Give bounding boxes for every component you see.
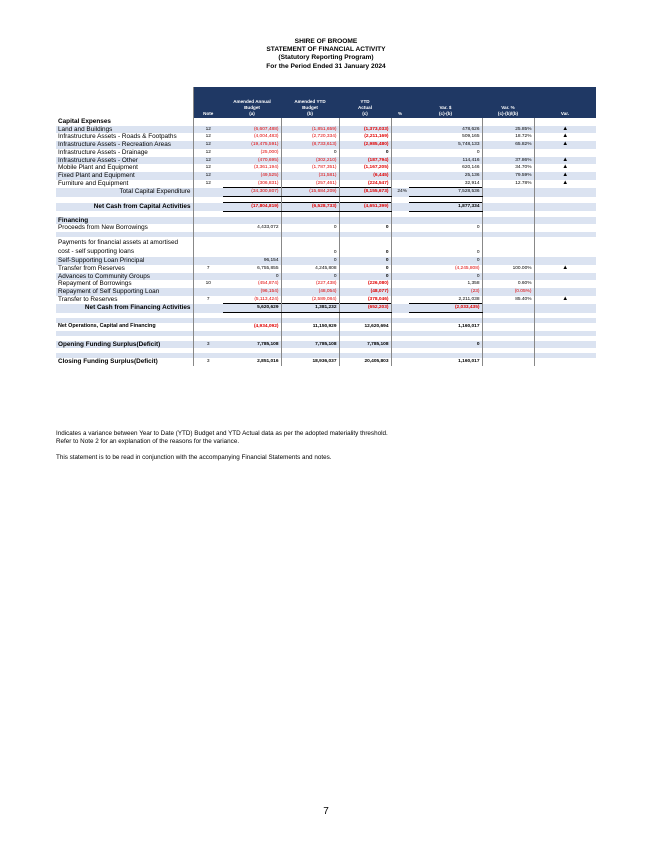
table-row (56, 164, 596, 172)
cell-annual-budget (223, 217, 281, 225)
row-note: 7 (206, 296, 210, 302)
header-ytd-budget (281, 87, 339, 118)
cell-var-flag (534, 118, 596, 126)
cell-annual-budget: (454,874) (223, 280, 281, 288)
cell-var-percent: 85.40% (482, 296, 534, 304)
table-row (56, 133, 596, 141)
row-note: 10 (205, 281, 211, 287)
row-label: Self-Supporting Loan Principal (56, 257, 193, 265)
cell-var-percent: 0.60% (482, 280, 534, 288)
cell-annual-budget: (4,004,483) (223, 133, 281, 141)
cell-percent (391, 149, 409, 157)
cell-var-flag: ▲ (534, 126, 596, 134)
row-note (193, 217, 223, 225)
cell-var-flag (534, 237, 596, 257)
table-row (56, 141, 596, 149)
row-note: 3 (193, 341, 223, 349)
cell-var-flag: ▲ (534, 157, 596, 165)
cell-var-dollar (409, 217, 482, 225)
header-annual-budget-l3: (a) (249, 111, 255, 116)
table-row (56, 172, 596, 180)
cell-annual-budget: 4,433,072 (223, 224, 281, 232)
cell-ytd-actual (339, 118, 391, 126)
cell-var-flag (534, 149, 596, 157)
row-label: Payments for financial assets at amortised cost - self supporting loans (56, 237, 193, 257)
row-label: Net Operations, Capital and Financing (56, 323, 193, 331)
header-ytd-actual-l2: Actual (357, 105, 373, 110)
cell-ytd-actual: (1,167,205) (339, 164, 391, 172)
header-annual-budget (223, 87, 281, 118)
cell-var-percent (482, 341, 534, 349)
row-note (193, 273, 223, 281)
cell-percent (391, 280, 409, 288)
cell-var-percent (482, 257, 534, 265)
row-note: 12 (193, 126, 223, 134)
cell-ytd-actual (339, 217, 391, 225)
cell-percent (391, 296, 409, 304)
cell-percent (391, 164, 409, 172)
table-row (56, 288, 596, 296)
cell-ytd-budget: (227,438) (281, 280, 339, 288)
cell-var-dollar: 2,211,038 (409, 296, 482, 304)
cell-var-percent (482, 224, 534, 232)
cell-var-flag (534, 323, 596, 331)
header-annual-budget-l2: Budget (244, 105, 260, 110)
cell-ytd-budget: 0 (281, 224, 339, 232)
table-row (56, 296, 596, 304)
cell-ytd-budget: (1,851,659) (281, 126, 339, 134)
cell-annual-budget: 96,154 (223, 257, 281, 265)
cell-ytd-actual: 0 (339, 257, 391, 265)
cell-percent: 24% (391, 188, 409, 197)
cell-var-dollar: 0 (409, 149, 482, 157)
cell-annual-budget: (470,695) (223, 157, 281, 165)
cell-var-dollar: 0 (409, 341, 482, 349)
cell-var-percent: 79.59% (482, 172, 534, 180)
cell-annual-budget: (6,607,488) (223, 126, 281, 134)
cell-var-dollar: 0 (409, 273, 482, 281)
cell-annual-budget: (34,300,807) (223, 188, 281, 197)
cell-ytd-actual: (2,985,480) (339, 141, 391, 149)
cell-annual-budget (223, 237, 281, 257)
cell-ytd-budget: 0 (281, 273, 339, 281)
cell-var-dollar: 1,160,017 (409, 323, 482, 331)
cell-var-percent (482, 304, 534, 313)
cell-percent (391, 257, 409, 265)
cell-var-flag: ▲ (562, 179, 569, 186)
header-note: Note (193, 87, 223, 118)
cell-var-dollar: 32,914 (409, 180, 482, 188)
cell-ytd-budget: (2,720,334) (281, 133, 339, 141)
cell-ytd-actual: 20,405,803 (339, 358, 391, 366)
cell-ytd-budget: 18,936,037 (281, 358, 339, 366)
cell-var-flag (534, 273, 596, 281)
cell-ytd-actual: (187,794) (339, 157, 391, 165)
cell-ytd-budget: (2,589,084) (281, 296, 339, 304)
table-row (56, 280, 596, 288)
row-note (193, 118, 223, 126)
cell-ytd-actual: 0 (339, 237, 391, 257)
cell-var-flag (534, 203, 596, 212)
cell-var-dollar: 5,748,133 (409, 141, 482, 149)
cell-ytd-budget: 4,245,808 (281, 265, 339, 273)
cell-ytd-actual: (48,077) (339, 288, 391, 296)
cell-percent (391, 180, 409, 188)
table-body (56, 118, 596, 366)
row-note (193, 288, 223, 296)
row-label: Advances to Community Groups (56, 273, 193, 281)
cell-percent (391, 157, 409, 165)
statement-header (0, 38, 652, 71)
cell-var-dollar: 1,160,017 (409, 358, 482, 366)
footnote-refer: Refer to Note 2 for an explanation of the reasons for the variance. (56, 438, 240, 446)
row-label: Infrastructure Assets - Drainage (56, 149, 193, 157)
cell-var-dollar: 7,528,536 (409, 188, 482, 197)
cell-percent (391, 304, 409, 313)
cell-var-dollar: 1,358 (409, 280, 482, 288)
row-label: Net Cash from Capital Activities (56, 203, 193, 212)
cell-var-percent: 34.70% (482, 164, 534, 172)
cell-var-percent: 25.85% (482, 126, 534, 134)
cell-annual-budget: 7,785,108 (223, 341, 281, 349)
cell-percent (391, 224, 409, 232)
table-row (56, 341, 596, 349)
cell-var-flag (534, 358, 596, 366)
table-row (56, 265, 596, 273)
footnote-conjunction: This statement is to be read in conjunction with the accompanying Financial Statements and notes. (56, 454, 332, 462)
cell-ytd-budget: (31,581) (281, 172, 339, 180)
cell-ytd-budget: (1,787,351) (281, 164, 339, 172)
cell-var-flag (534, 280, 596, 288)
row-label: Furniture and Equipment (56, 180, 193, 188)
cell-percent (391, 203, 409, 212)
cell-percent (391, 126, 409, 134)
row-label: Financing (56, 217, 193, 225)
row-label: Transfer to Reserves (56, 296, 193, 304)
row-label: Repayment of Borrowings (56, 280, 193, 288)
row-label: Opening Funding Surplus(Deficit) (56, 341, 193, 349)
row-label: Infrastructure Assets - Recreation Areas (56, 141, 193, 149)
cell-ytd-actual: (6,445) (339, 172, 391, 180)
cell-annual-budget: (19,475,591) (223, 141, 281, 149)
table-row (56, 126, 596, 134)
row-label: Fixed Plant and Equipment (56, 172, 193, 180)
cell-annual-budget: 0 (223, 273, 281, 281)
cell-percent (391, 217, 409, 225)
table-row (56, 217, 596, 225)
row-note (193, 304, 223, 313)
cell-ytd-actual: (1,373,033) (339, 126, 391, 134)
cell-var-dollar: (23) (409, 288, 482, 296)
cell-ytd-budget: (302,210) (281, 157, 339, 165)
table-header-row (56, 87, 596, 118)
cell-var-flag (534, 288, 596, 296)
cell-ytd-budget: (257,461) (281, 180, 339, 188)
row-label: Transfer from Reserves (56, 265, 193, 273)
table-row (56, 273, 596, 281)
row-note: 12 (193, 141, 223, 149)
header-var-flag: Var. (534, 87, 596, 118)
header-ytd-actual (339, 87, 391, 118)
row-note: 3 (206, 359, 210, 365)
cell-ytd-budget: (48,054) (281, 288, 339, 296)
header-percent: % (391, 87, 409, 118)
shire-name: SHIRE OF BROOME (294, 38, 358, 45)
cell-ytd-budget: 11,150,929 (281, 323, 339, 331)
cell-ytd-budget (281, 217, 339, 225)
cell-var-percent (482, 358, 534, 366)
cell-percent (391, 172, 409, 180)
cell-ytd-actual: (4,651,399) (339, 203, 391, 212)
cell-var-percent: 18.72% (482, 133, 534, 141)
table-row (56, 203, 596, 212)
cell-var-dollar: 0 (409, 257, 482, 265)
financial-activity-table (56, 87, 596, 366)
cell-var-dollar (409, 118, 482, 126)
cell-ytd-budget: (6,528,733) (281, 203, 339, 212)
header-var-dollar-l1: Var. $ (439, 105, 452, 110)
cell-annual-budget: (3,361,194) (223, 164, 281, 172)
cell-annual-budget: (49,525) (223, 172, 281, 180)
cell-var-dollar: 0 (409, 224, 482, 232)
row-label: Closing Funding Surplus(Deficit) (56, 358, 193, 366)
row-label: Mobile Plant and Equipment (56, 164, 193, 172)
cell-percent (391, 141, 409, 149)
row-note (193, 237, 223, 257)
row-note: 12 (205, 165, 211, 171)
cell-var-percent: 12.78% (482, 180, 534, 188)
row-label: Net Cash from Financing Activities (56, 304, 193, 313)
cell-percent (391, 237, 409, 257)
cell-ytd-actual: 0 (339, 265, 391, 273)
cell-var-dollar: 620,146 (409, 164, 482, 172)
cell-var-flag (534, 341, 596, 349)
cell-var-flag: ▲ (534, 172, 596, 180)
table-row (56, 358, 596, 366)
cell-var-flag (534, 257, 596, 265)
cell-var-percent (482, 203, 534, 212)
cell-var-dollar: 509,165 (409, 133, 482, 141)
page-number: 7 (323, 806, 329, 817)
cell-percent (391, 118, 409, 126)
cell-annual-budget: (96,154) (223, 288, 281, 296)
cell-ytd-actual: (8,155,673) (339, 188, 391, 197)
cell-var-dollar: 0 (409, 237, 482, 257)
row-note: 12 (193, 172, 223, 180)
cell-ytd-budget: 0 (281, 257, 339, 265)
row-label: Land and Buildings (56, 126, 193, 134)
cell-ytd-actual: (378,046) (339, 296, 391, 304)
cell-annual-budget: 2,851,016 (223, 358, 281, 366)
cell-var-dollar: 1,877,334 (409, 203, 482, 212)
table-row (56, 323, 596, 331)
cell-var-percent: 65.82% (482, 141, 534, 149)
cell-var-percent (482, 118, 534, 126)
header-ytd-budget-l1: Amended YTD (294, 99, 326, 104)
header-ytd-actual-l1: YTD (360, 99, 370, 104)
cell-percent (391, 273, 409, 281)
cell-annual-budget: (17,804,819) (223, 203, 281, 212)
cell-var-dollar: (2,033,435) (409, 304, 482, 313)
cell-ytd-actual: 0 (339, 224, 391, 232)
cell-var-flag: ▲ (562, 264, 569, 271)
table-row (56, 157, 596, 165)
cell-annual-budget: 6,755,855 (223, 265, 281, 273)
footnote-variance: Indicates a variance between Year to Date (YTD) Budget and YTD Actual data as per the adopted materiality threshold. (56, 430, 388, 437)
row-note: 12 (193, 157, 223, 165)
header-var-dollar-l2: (c)-(b) (438, 111, 452, 116)
row-note (193, 224, 223, 232)
row-note (193, 203, 223, 212)
table-row (56, 224, 596, 232)
row-note: 7 (206, 265, 210, 271)
cell-annual-budget: 5,620,629 (223, 304, 281, 313)
statement-period: For the Period Ended 31 January 2024 (266, 62, 386, 70)
cell-annual-budget: (25,000) (223, 149, 281, 157)
cell-ytd-actual: 0 (339, 149, 391, 157)
statement-subtitle: (Statutory Reporting Program) (278, 54, 374, 62)
cell-ytd-actual: (652,203) (339, 304, 391, 313)
cell-ytd-actual: (226,080) (339, 280, 391, 288)
header-ytd-budget-l2: Budget (302, 105, 318, 110)
cell-ytd-budget: 0 (281, 149, 339, 157)
cell-var-flag: ▲ (562, 133, 569, 140)
cell-annual-budget: (306,831) (223, 180, 281, 188)
cell-var-dollar: (4,245,808) (409, 265, 482, 273)
cell-ytd-budget (281, 118, 339, 126)
cell-var-dollar: 114,416 (409, 157, 482, 165)
cell-ytd-actual: (224,547) (339, 180, 391, 188)
row-label: Proceeds from New Borrowings (56, 224, 193, 232)
table-row (56, 180, 596, 188)
row-note: 12 (205, 134, 211, 140)
header-blank (56, 87, 193, 118)
cell-var-flag: ▲ (562, 295, 569, 302)
cell-ytd-budget: 0 (281, 237, 339, 257)
cell-var-flag: ▲ (534, 141, 596, 149)
cell-var-percent (482, 237, 534, 257)
row-label: Total Capital Expenditure (56, 188, 193, 197)
header-var-percent-l1: Var. % (501, 105, 515, 110)
cell-ytd-budget: 1,381,232 (281, 304, 339, 313)
cell-ytd-actual: 7,785,108 (339, 341, 391, 349)
cell-percent (391, 341, 409, 349)
cell-var-flag (534, 188, 596, 197)
cell-var-percent (482, 323, 534, 331)
header-ytd-budget-l3: (b) (307, 111, 313, 116)
cell-ytd-budget: (15,684,209) (281, 188, 339, 197)
cell-percent (391, 265, 409, 273)
cell-var-percent (482, 188, 534, 197)
cell-percent (391, 133, 409, 141)
table-row (56, 304, 596, 313)
cell-percent (391, 358, 409, 366)
cell-ytd-budget: 7,785,108 (281, 341, 339, 349)
statement-title: STATEMENT OF FINANCIAL ACTIVITY (266, 46, 386, 54)
header-var-percent (482, 87, 534, 118)
header-ytd-actual-l3: (c) (362, 111, 368, 116)
cell-ytd-actual: 12,620,694 (339, 323, 391, 331)
cell-var-percent: 37.86% (482, 157, 534, 165)
cell-ytd-budget: (8,733,613) (281, 141, 339, 149)
header-var-percent-l2: (c)-(b)/(b) (497, 111, 519, 116)
cell-annual-budget (223, 118, 281, 126)
cell-var-flag: ▲ (562, 164, 569, 171)
row-label: Repayment of Self Supporting Loan (56, 288, 193, 296)
cell-var-dollar: 478,626 (409, 126, 482, 134)
header-var-dollar (409, 87, 482, 118)
row-note: 12 (205, 149, 211, 155)
row-note (193, 188, 223, 197)
table-row (56, 257, 596, 265)
table-row (56, 188, 596, 197)
row-note (193, 323, 223, 331)
footnotes (56, 430, 388, 463)
cell-var-flag (534, 224, 596, 232)
row-note (193, 257, 223, 265)
table-row (56, 118, 596, 126)
cell-var-flag (534, 217, 596, 225)
table-row (56, 149, 596, 157)
cell-ytd-actual: (2,211,169) (339, 133, 391, 141)
cell-var-percent (482, 273, 534, 281)
cell-percent (391, 323, 409, 331)
cell-ytd-actual: 0 (339, 273, 391, 281)
cell-percent (391, 288, 409, 296)
cell-annual-budget: (4,934,092) (223, 323, 281, 331)
table-row (56, 237, 596, 257)
header-annual-budget-l1: Amended Annual (233, 99, 271, 104)
cell-var-percent (482, 149, 534, 157)
row-note: 12 (205, 180, 211, 186)
cell-var-dollar: 25,136 (409, 172, 482, 180)
row-label: Infrastructure Assets - Other (56, 157, 193, 165)
cell-var-percent: 100.00% (482, 265, 534, 273)
cell-var-flag (534, 304, 596, 313)
cell-annual-budget: (5,113,424) (223, 296, 281, 304)
row-label: Capital Expenses (56, 118, 193, 126)
row-label: Infrastructure Assets - Roads & Footpaths (56, 133, 193, 141)
cell-var-percent (482, 217, 534, 225)
cell-var-percent: (0.05%) (482, 288, 534, 296)
